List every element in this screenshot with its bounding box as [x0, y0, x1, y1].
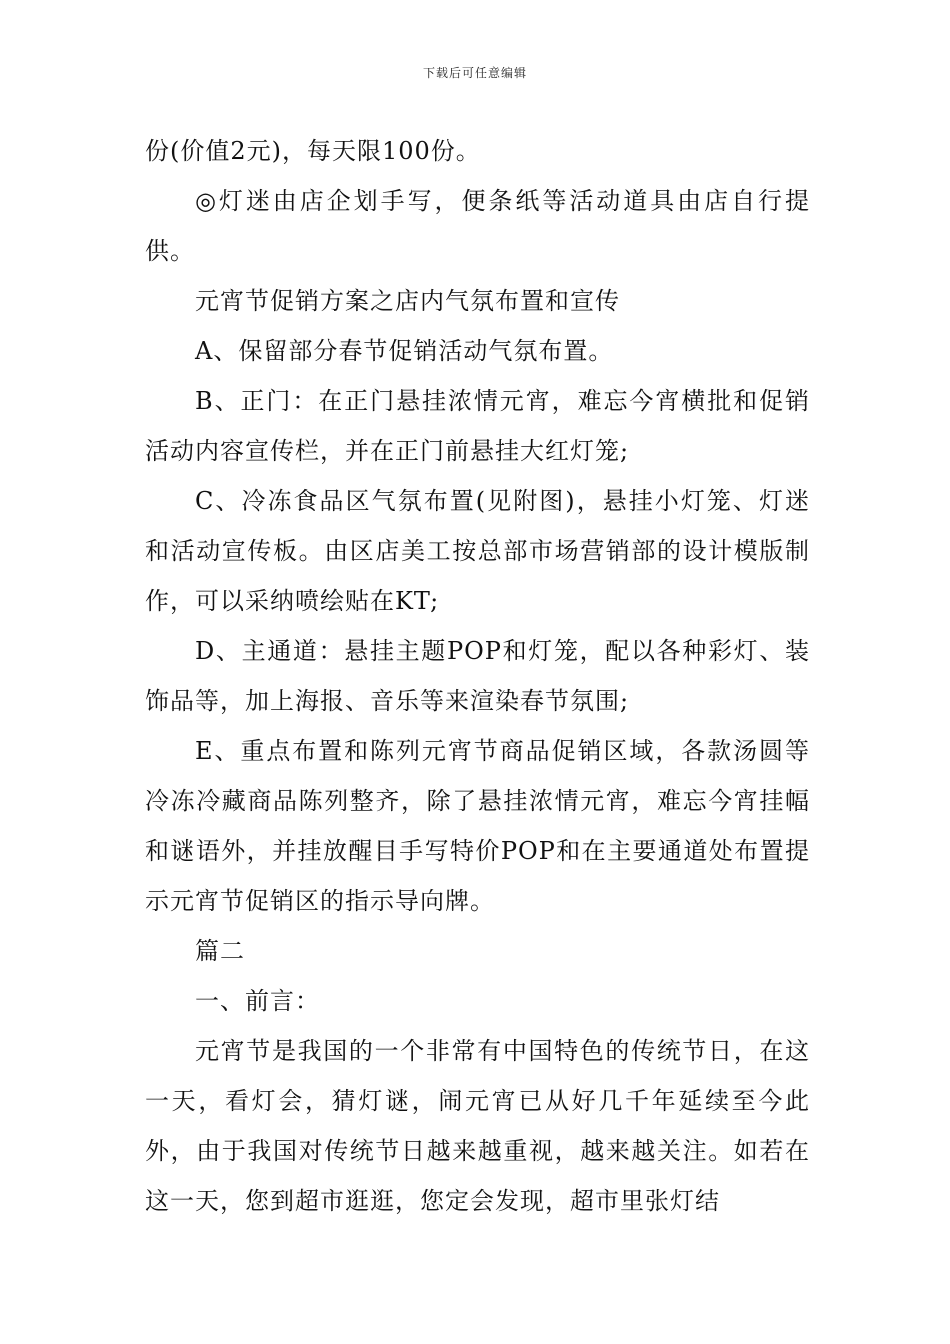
paragraph-item-a: A、保留部分春节促销活动气氛布置。 [195, 337, 614, 365]
paragraph-item-b: B、正门：在正门悬挂浓情元宵，难忘今宵横批和促销活动内容宣传栏，并在正门前悬挂大红灯笼; [145, 387, 810, 465]
paragraph-continuation: 份(价值2元)，每天限100份。 [145, 137, 481, 165]
paragraph-preface-body: 元宵节是我国的一个非常有中国特色的传统节日，在这一天，看灯会，猜灯谜，闹元宵已从好几千年延续至今此外，由于我国对传统节日越来越重视，越来越关注。如若在这一天，您到超市逛逛，您定会发现，超市里张灯结 [145, 1037, 810, 1215]
section-heading-preface: 一、前言： [195, 987, 320, 1015]
page-header: 下载后可任意编辑 [422, 66, 527, 80]
section-heading-part-two: 篇二 [195, 937, 245, 965]
document-body [145, 126, 810, 1226]
paragraph-item-e: E、重点布置和陈列元宵节商品促销区域，各款汤圆等冷冻冷藏商品陈列整齐，除了悬挂浓情元宵，难忘今宵挂幅和谜语外，并挂放醒目手写特价POP和在主要通道处布置提示元宵节促销区的指示导向牌。 [145, 737, 810, 915]
paragraph-lantern-riddles: ◎灯迷由店企划手写，便条纸等活动道具由店自行提供。 [145, 187, 810, 265]
section-heading-store-atmosphere: 元宵节促销方案之店内气氛布置和宣传 [195, 287, 620, 315]
paragraph-item-c: C、冷冻食品区气氛布置(见附图)，悬挂小灯笼、灯迷和活动宣传板。由区店美工按总部市场营销部的设计模版制作，可以采纳喷绘贴在KT; [145, 487, 810, 615]
paragraph-item-d: D、主通道：悬挂主题POP和灯笼，配以各种彩灯、装饰品等，加上海报、音乐等来渲染春节氛围; [145, 637, 810, 715]
